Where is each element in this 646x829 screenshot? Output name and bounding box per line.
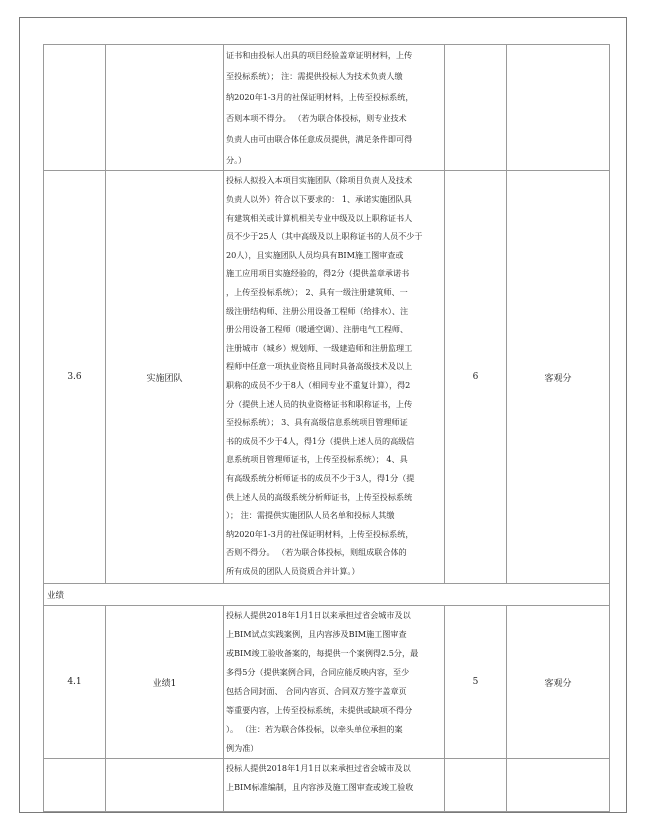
- table-row: [44, 759, 610, 812]
- criteria-line: 施工应用项目实施经验的，得2分（提供盖章承诺书: [226, 268, 410, 279]
- criteria-line: 书的成员不少于4人，得1分（提供上述人员的高级信: [226, 435, 415, 446]
- criteria-line: 程师中任意一项执业资格且同时具备高级技术及以上: [226, 361, 413, 372]
- criteria-line: 纳2020年1-3月的社保证明材料，上传至投标系统，: [226, 528, 414, 539]
- table-row: [44, 45, 610, 171]
- criteria-line: 或BIM竣工验收备案的，每提供一个案例得2.5分，最: [226, 648, 419, 659]
- criteria-line: 息系统项目管理师证书，上传至投标系统）； 4、具: [226, 454, 408, 465]
- criteria-line: 纳2020年1-3月的社保证明材料，上传至投标系统，: [226, 91, 414, 102]
- criteria-line: 职称的成员不少于8人（相同专业不重复计算），得2: [226, 379, 411, 390]
- criteria-line: 等重要内容，上传至投标系统，未提供或缺项不得分: [226, 705, 413, 716]
- row-criteria: [224, 171, 445, 584]
- criteria-line: 上BIM标准编制，且内容涉及施工图审查或竣工验收: [226, 782, 414, 793]
- criteria-line: 级注册结构师、注册公用设备工程师（给排水）、注: [226, 305, 409, 316]
- criteria-line: 投标人拟投入本项目实施团队（除项目负责人及技术: [226, 175, 413, 186]
- row-item: 业绩1: [106, 606, 224, 759]
- table-row: [44, 171, 610, 584]
- row-score-type: 客观分: [507, 171, 610, 584]
- row-item: 实施团队: [106, 171, 224, 584]
- criteria-line: ）。 （注：若为联合体投标，以牵头单位承担的案: [226, 724, 403, 735]
- criteria-line: 否则不得分。 （若为联合体投标，则组成联合体的: [226, 547, 407, 558]
- row-number: [44, 759, 106, 812]
- row-number: 4.1: [44, 606, 106, 759]
- row-number: 3.6: [44, 171, 106, 584]
- section-row: [44, 584, 610, 606]
- criteria-line: 投标人提供2018年1月1日以来承担过省会城市及以: [226, 763, 411, 774]
- criteria-line: 员不少于25人（其中高级及以上职称证书的人员不少于: [226, 231, 423, 242]
- row-number: [44, 45, 106, 171]
- row-score-type: 客观分: [507, 606, 610, 759]
- scoring-table: [43, 44, 610, 812]
- row-score-type: [507, 759, 610, 812]
- criteria-line: 投标人提供2018年1月1日以来承担过省会城市及以: [226, 610, 411, 621]
- table-row: [44, 606, 610, 759]
- criteria-line: 供上述人员的高级系统分析师证书，上传至投标系统: [226, 491, 413, 502]
- criteria-line: 包括合同封面、 合同内容页、合同双方签字盖章页: [226, 686, 407, 697]
- criteria-line: 至投标系统）； 注：需提供投标人为技术负责人缴: [226, 70, 403, 81]
- criteria-line: ）； 注：需提供实施团队人员名单和投标人其缴: [226, 510, 395, 521]
- criteria-line: 多得5分（提供案例合同，合同应能反映内容，至少: [226, 667, 410, 678]
- criteria-line: 分。）: [226, 154, 247, 165]
- criteria-line: 负责人由可由联合体任意成员提供，满足条件即可得: [226, 133, 413, 144]
- criteria-line: 册公用设备工程师（暖通空调）、注册电气工程师、: [226, 324, 409, 335]
- criteria-line: 注册城市（城乡）规划师、一级建造师和注册监理工: [226, 342, 413, 353]
- criteria-line: 所有成员的团队人员资质合并计算。）: [226, 565, 360, 576]
- row-item: [106, 45, 224, 171]
- criteria-line: ，上传至投标系统）； 2、具有一级注册建筑师、一: [226, 287, 408, 297]
- criteria-line: 有高级系统分析师证书的成员不少于3人，得1分（提: [226, 472, 415, 483]
- criteria-line: 分（提供上述人员的执业资格证书和职称证书，上传: [226, 398, 413, 409]
- row-criteria: [224, 606, 445, 759]
- criteria-line: 证书和由投标人出具的项目经验盖章证明材料，上传: [226, 50, 413, 60]
- row-criteria: [224, 759, 445, 812]
- criteria-line: 20人），且实施团队人员均具有BIM施工图审查或: [226, 249, 404, 260]
- row-item: [106, 759, 224, 812]
- row-score: [445, 45, 507, 171]
- row-criteria: [224, 45, 445, 171]
- criteria-line: 至投标系统）； 3、具有高级信息系统项目管理师证: [226, 417, 408, 428]
- criteria-line: 有建筑相关或计算机相关专业中级及以上职称证书人: [226, 212, 413, 223]
- section-label: 业绩: [44, 584, 610, 606]
- criteria-line: 否则本项不得分。 （若为联合体投标，则专业技术: [226, 112, 407, 123]
- row-score: [445, 759, 507, 812]
- criteria-line: 例为准）: [226, 743, 259, 754]
- row-score-type: [507, 45, 610, 171]
- row-score: 6: [445, 171, 507, 584]
- criteria-line: 上BIM试点实践案例，且内容涉及BIM施工图审查: [226, 629, 407, 640]
- row-score: 5: [445, 606, 507, 759]
- criteria-line: 负责人以外）符合以下要求的： 1、承诺实施团队具: [226, 194, 412, 205]
